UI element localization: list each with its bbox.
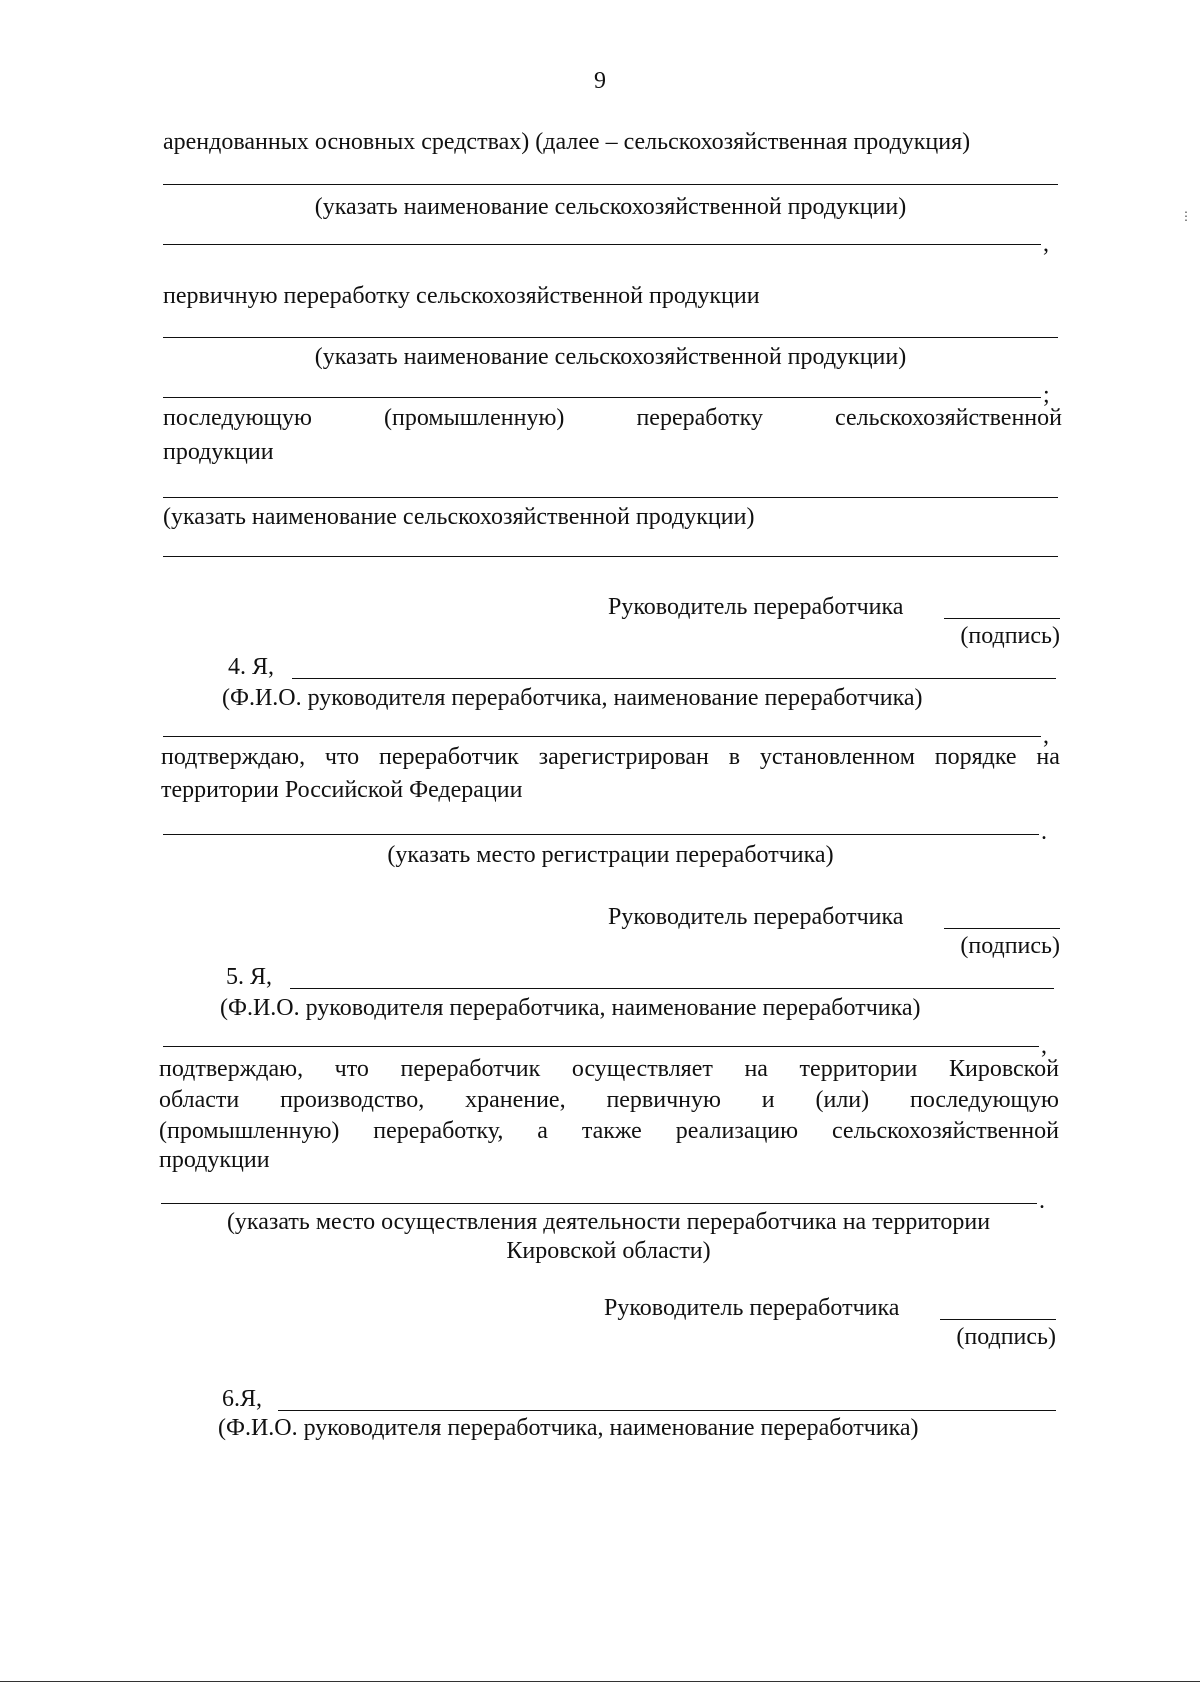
p4-fio-line bbox=[292, 678, 1056, 679]
word: порядке bbox=[934, 744, 1017, 770]
p4-blank-line bbox=[163, 736, 1041, 737]
p3-comma-1: , bbox=[1043, 231, 1049, 257]
p3-blank-line-4 bbox=[163, 397, 1041, 398]
p3-blank-line-3 bbox=[163, 337, 1058, 338]
p3-signature-line bbox=[944, 618, 1060, 619]
p5-comma: , bbox=[1041, 1033, 1047, 1059]
p3-blank-line-2 bbox=[163, 244, 1041, 245]
p5-signer: Руководитель переработчика bbox=[604, 1295, 900, 1321]
word: зарегистрирован bbox=[538, 744, 709, 770]
p3-subsequent-end: продукции bbox=[163, 439, 274, 465]
p3-hint-3: (указать наименование сельскохозяйственной продукции) bbox=[163, 504, 755, 530]
word: хранение, bbox=[465, 1087, 566, 1113]
p4-sign-hint: (подпись) bbox=[960, 933, 1060, 959]
p4-signature-line bbox=[944, 928, 1060, 929]
word: первичную bbox=[606, 1087, 721, 1113]
p5-activity-line bbox=[161, 1203, 1037, 1204]
word: (промышленную) bbox=[159, 1118, 340, 1144]
p4-hint: (указать место регистрации переработчика) bbox=[387, 842, 834, 868]
word: последующую bbox=[163, 405, 312, 431]
p3-primary: первичную переработку сельскохозяйственной продукции bbox=[163, 283, 760, 309]
word: а bbox=[537, 1118, 548, 1144]
p4-dot: . bbox=[1041, 819, 1047, 845]
p4-comma: , bbox=[1043, 723, 1049, 749]
word: переработку, bbox=[373, 1118, 504, 1144]
p5-sign-hint: (подпись) bbox=[956, 1324, 1056, 1350]
p5-fio-hint: (Ф.И.О. руководителя переработчика, наименование переработчика) bbox=[220, 995, 921, 1021]
word: производство, bbox=[280, 1087, 425, 1113]
p6-fio-hint: (Ф.И.О. руководителя переработчика, наименование переработчика) bbox=[218, 1415, 919, 1441]
word: территории bbox=[799, 1056, 918, 1082]
p4-confirm-line-2: территории Российской Федерации bbox=[161, 777, 523, 803]
word: установленном bbox=[759, 744, 915, 770]
p4-signer: Руководитель переработчика bbox=[608, 904, 904, 930]
p3-sign-hint: (подпись) bbox=[960, 623, 1060, 649]
p4-fio-hint: (Ф.И.О. руководителя переработчика, наименование переработчика) bbox=[222, 685, 923, 711]
p4-registration-line bbox=[163, 834, 1039, 835]
word: (или) bbox=[815, 1087, 870, 1113]
word: и bbox=[761, 1087, 775, 1113]
word: последующую bbox=[909, 1087, 1059, 1113]
p3-subsequent-line bbox=[163, 403, 1062, 433]
p4-confirm-line-1 bbox=[161, 742, 1060, 772]
p5-confirm-line-2 bbox=[159, 1085, 1059, 1115]
word: Кировской bbox=[948, 1056, 1059, 1082]
p5-blank-line bbox=[163, 1046, 1039, 1047]
p3-signer: Руководитель переработчика bbox=[608, 594, 904, 620]
word: подтверждаю, bbox=[161, 744, 306, 770]
word: подтверждаю, bbox=[159, 1056, 304, 1082]
p5-signature-line bbox=[940, 1319, 1056, 1320]
p3-hint-1: (указать наименование сельскохозяйственной продукции) bbox=[314, 194, 907, 220]
p5-hint-line-2: Кировской области) bbox=[506, 1238, 711, 1264]
word: области bbox=[159, 1087, 240, 1113]
scan-edge-mark: ⋮ bbox=[1180, 209, 1192, 223]
word: что bbox=[324, 744, 360, 770]
p5-dot: . bbox=[1039, 1188, 1045, 1214]
word: переработчик bbox=[379, 744, 519, 770]
word: сельскохозяйственной bbox=[831, 1118, 1059, 1144]
word: переработчик bbox=[400, 1056, 541, 1082]
page-number: 9 bbox=[594, 68, 606, 94]
word: также bbox=[581, 1118, 642, 1144]
p3-blank-line-6 bbox=[163, 556, 1058, 557]
p6-fio-line bbox=[278, 1410, 1056, 1411]
p3-blank-line-1 bbox=[163, 184, 1058, 185]
scan-bottom-edge bbox=[0, 1681, 1200, 1682]
p6-label: 6.Я, bbox=[222, 1386, 263, 1412]
word: на bbox=[1036, 744, 1060, 770]
p5-hint-line-1: (указать место осуществления деятельности переработчика на территории bbox=[226, 1209, 991, 1235]
word: (промышленную) bbox=[384, 405, 565, 431]
word: что bbox=[334, 1056, 369, 1082]
p3-hint-2: (указать наименование сельскохозяйственной продукции) bbox=[314, 344, 907, 370]
p5-confirm-line-4: продукции bbox=[159, 1147, 270, 1173]
p3-semicolon: ; bbox=[1043, 382, 1050, 408]
p3-line1: арендованных основных средствах) (далее – сельскохозяйственная продукция) bbox=[163, 129, 971, 155]
word: переработку bbox=[636, 405, 763, 431]
p3-blank-line-5 bbox=[163, 497, 1058, 498]
word: в bbox=[728, 744, 741, 770]
p5-confirm-line-1 bbox=[159, 1054, 1059, 1084]
p5-confirm-line-3 bbox=[159, 1116, 1059, 1146]
p5-fio-line bbox=[290, 988, 1054, 989]
p4-label: 4. Я, bbox=[228, 654, 275, 680]
word: на bbox=[744, 1056, 768, 1082]
word: осуществляет bbox=[571, 1056, 713, 1082]
p5-label: 5. Я, bbox=[226, 964, 273, 990]
word: реализацию bbox=[675, 1118, 799, 1144]
word: сельскохозяйственной bbox=[835, 405, 1062, 431]
